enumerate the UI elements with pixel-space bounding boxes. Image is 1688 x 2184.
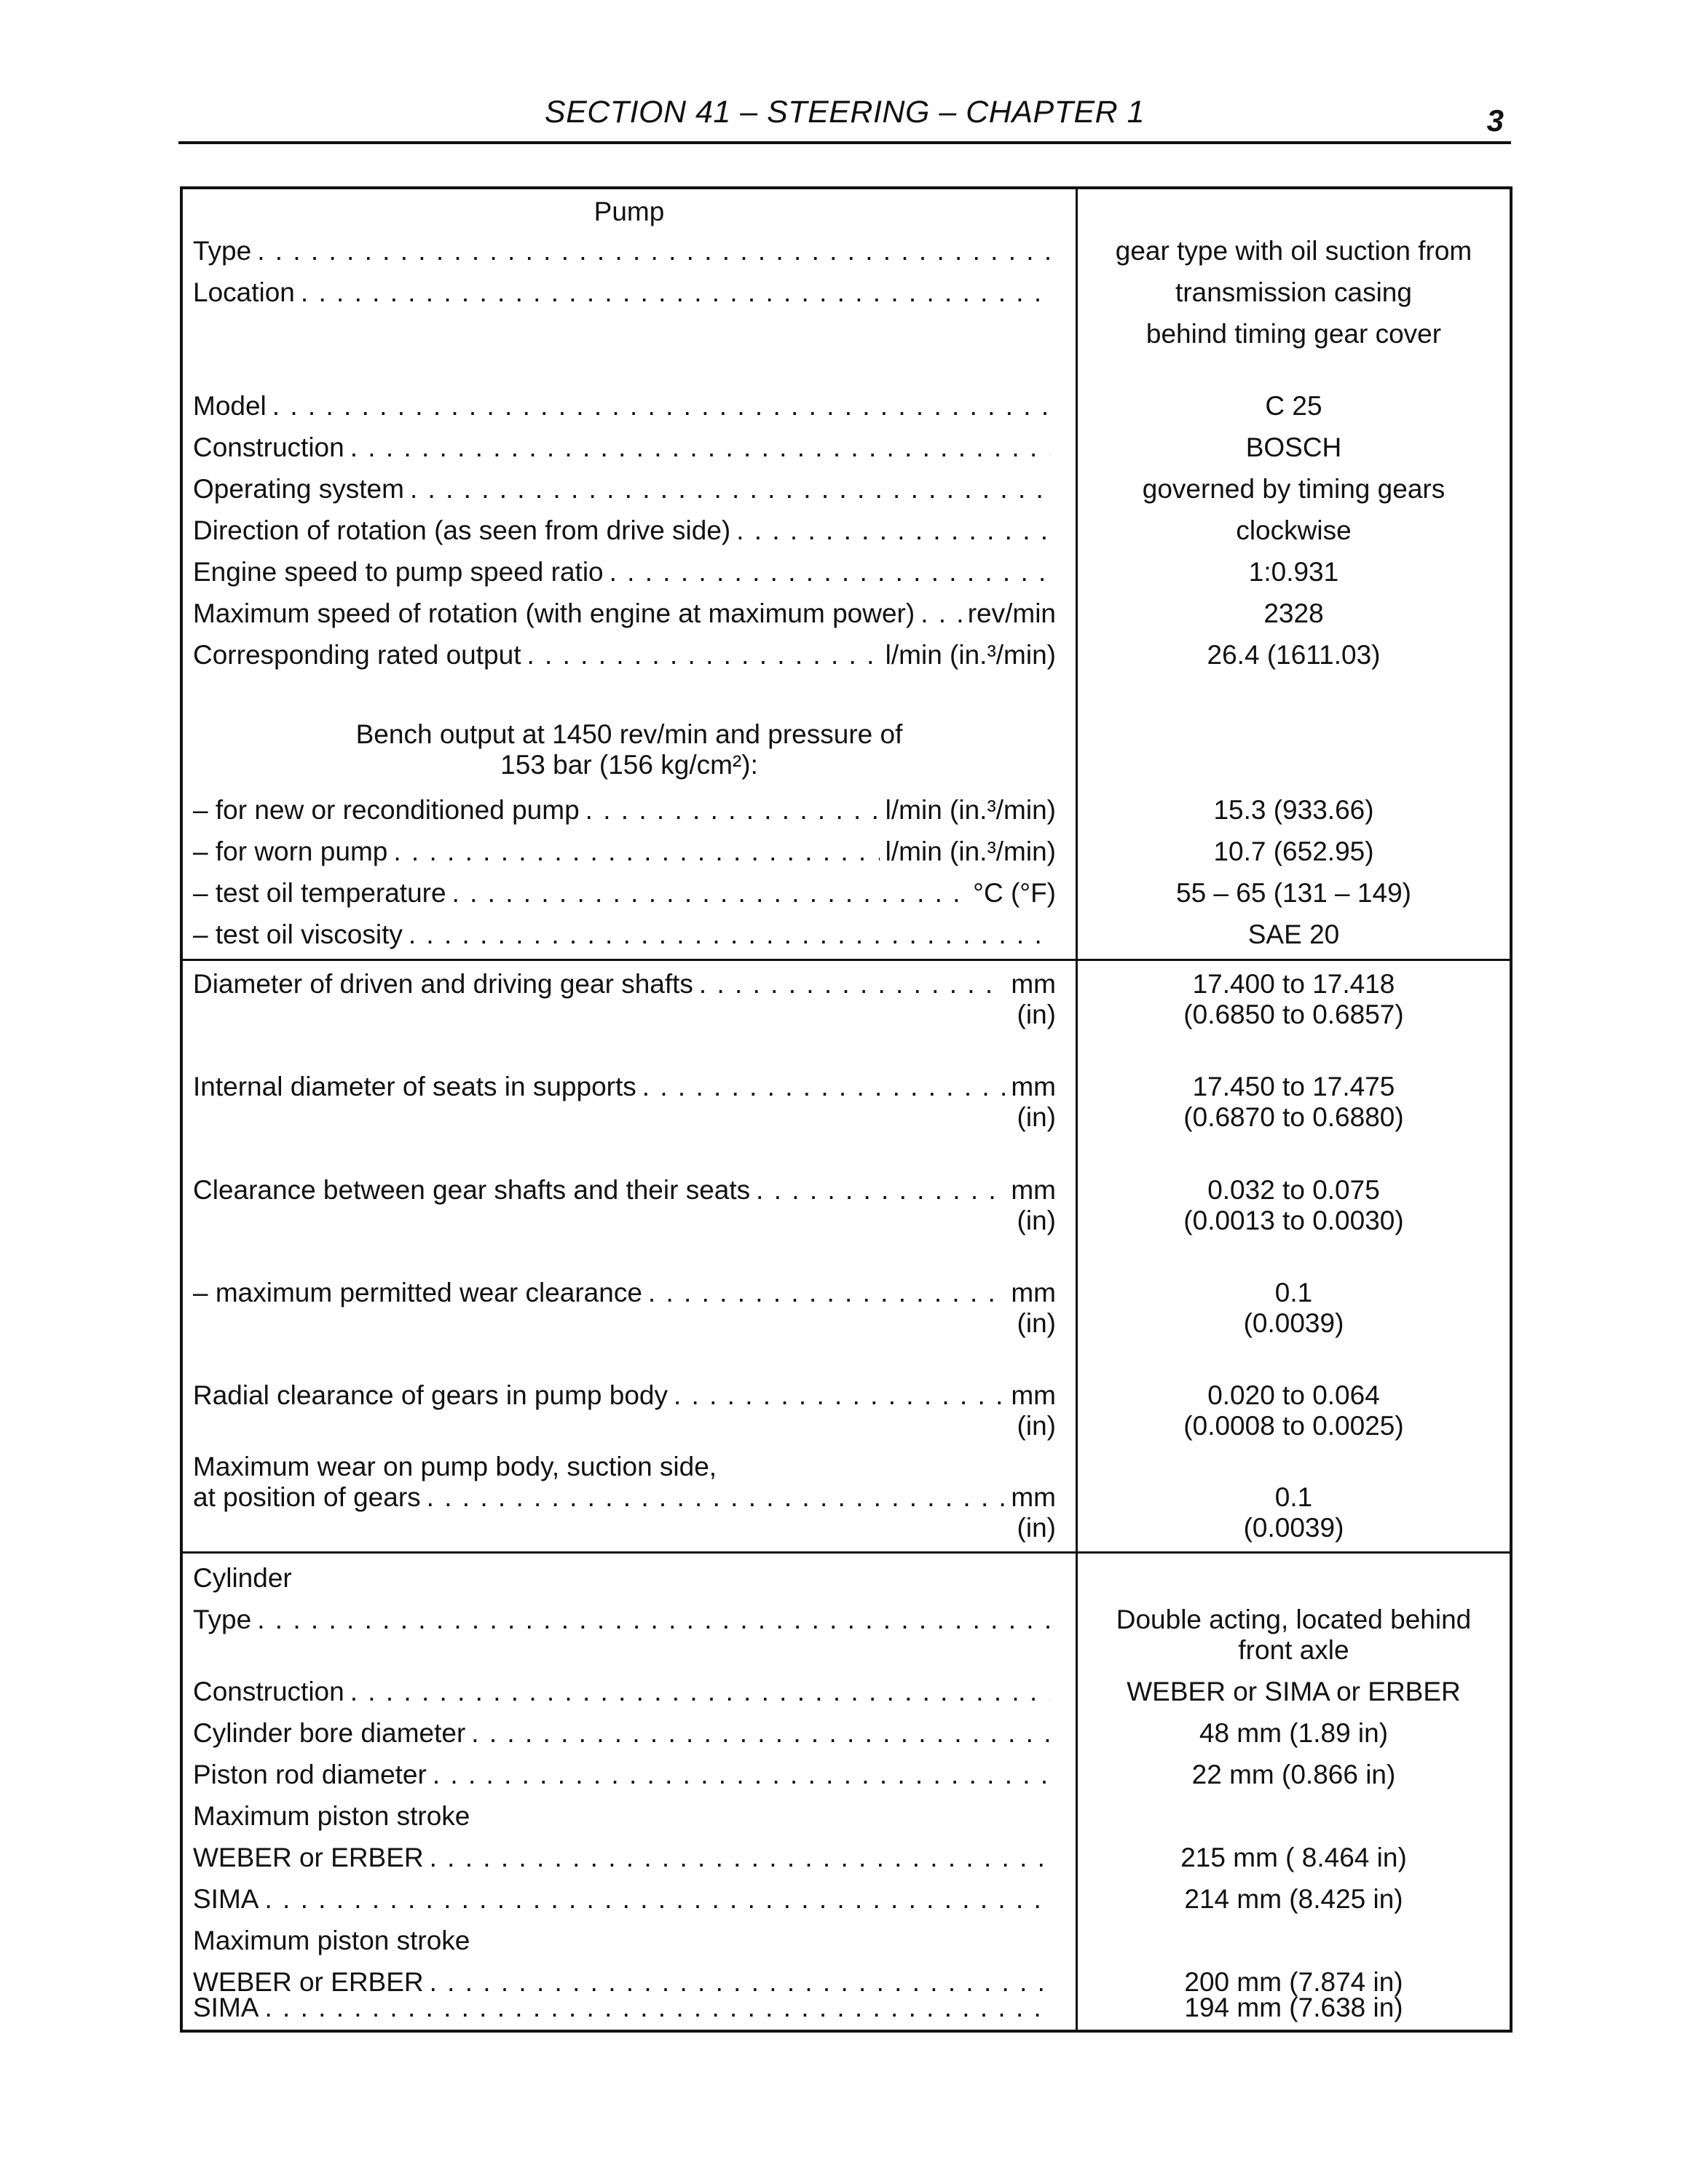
shaft-clearance-row: Clearance between gear shafts and their seats . . . mm 0.032 to 0.075 bbox=[183, 1170, 1510, 1211]
cylinder-construction-row: Construction . . . WEBER or SIMA or ERBER bbox=[183, 1671, 1510, 1712]
pump-ratio-row: Engine speed to pump speed ratio . . . 1:0.931 bbox=[183, 552, 1510, 593]
wear-clearance-row-in: (in) (0.0039) bbox=[1017, 1308, 1344, 1338]
shaft-clearance-row-in: (in) (0.0013 to 0.0030) bbox=[1017, 1206, 1404, 1235]
pump-new-row: – for new or reconditioned pump . . . l/min (in.³/min) 15.3 (933.66) bbox=[183, 790, 1510, 831]
pump-type-row: Type . . . gear type with oil suction from bbox=[183, 231, 1510, 272]
pump-construction-row: Construction . . . BOSCH bbox=[183, 427, 1510, 468]
page-number: 3 bbox=[1486, 103, 1504, 138]
section-divider-pump bbox=[183, 959, 1510, 961]
stroke-heading-2: Maximum piston stroke bbox=[193, 1926, 470, 1955]
stroke-sima-row-1: SIMA . . . 214 mm (8.425 in) bbox=[183, 1879, 1510, 1920]
pump-worn-row: – for worn pump . . . l/min (in.³/min) 10.7 (652.95) bbox=[183, 831, 1510, 872]
max-wear-row: at position of gears . . . mm 0.1 bbox=[183, 1477, 1510, 1518]
max-wear-heading-row: Maximum wear on pump body, suction side, bbox=[193, 1452, 717, 1481]
section-title: SECTION 41 – STEERING – CHAPTER 1 bbox=[544, 95, 1145, 130]
pump-maxspeed-row: Maximum speed of rotation (with engine at maximum power) . . . rev/min 2328 bbox=[183, 593, 1510, 634]
cylinder-bore-row: Cylinder bore diameter . . . 48 mm (1.89 in) bbox=[183, 1713, 1510, 1754]
pump-rated-row: Corresponding rated output . . . l/min (in.³/min) 26.4 (1611.03) bbox=[183, 635, 1510, 676]
bench-output-heading: Bench output at 1450 rev/min and pressure of 153 bar (156 kg/cm²): bbox=[355, 719, 903, 780]
cylinder-type-row-2: front axle bbox=[1238, 1635, 1349, 1665]
stroke-heading-1: Maximum piston stroke bbox=[193, 1801, 470, 1831]
shaft-diameter-row: Diameter of driven and driving gear shafts . . . mm 17.400 to 17.418 bbox=[183, 964, 1510, 1005]
seat-diameter-row: Internal diameter of seats in supports . . . mm 17.450 to 17.475 bbox=[183, 1067, 1510, 1107]
cylinder-heading: Cylinder bbox=[193, 1563, 292, 1593]
pump-visc-row: – test oil viscosity . . . SAE 20 bbox=[183, 914, 1510, 955]
pump-location-row-2: behind timing gear cover bbox=[1145, 319, 1442, 349]
pump-operating-row: Operating system . . . governed by timing gears bbox=[183, 469, 1510, 510]
pump-location-row: Location . . . transmission casing bbox=[183, 272, 1510, 313]
pump-direction-row: Direction of rotation (as seen from drive side) . . . clockwise bbox=[183, 510, 1510, 551]
seat-diameter-row-in: (in) (0.6870 to 0.6880) bbox=[1017, 1102, 1404, 1132]
stroke-weber-row-1: WEBER or ERBER . . . 215 mm ( 8.464 in) bbox=[183, 1837, 1510, 1878]
section-divider-cylinder bbox=[183, 1551, 1510, 1554]
shaft-diameter-row-in: (in) (0.6850 to 0.6857) bbox=[1017, 1000, 1404, 1029]
stroke-sima-row-2: SIMA . . . 194 mm (7.638 in) bbox=[183, 1987, 1510, 2028]
stroke-weber-row-2: WEBER or ERBER . . . 200 mm (7.874 in) bbox=[183, 1962, 1510, 2003]
radial-clearance-row-in: (in) (0.0008 to 0.0025) bbox=[1017, 1411, 1404, 1441]
spec-table bbox=[180, 186, 1513, 2033]
pump-model-row: Model . . . C 25 bbox=[183, 386, 1510, 427]
pump-temp-row: – test oil temperature . . . °C (°F) 55 – 65 (131 – 149) bbox=[183, 873, 1510, 914]
max-wear-row-in: (in) (0.0039) bbox=[1017, 1513, 1344, 1543]
piston-rod-row: Piston rod diameter . . . 22 mm (0.866 in) bbox=[183, 1754, 1510, 1795]
radial-clearance-row: Radial clearance of gears in pump body . . . mm 0.020 to 0.064 bbox=[183, 1375, 1510, 1416]
cylinder-type-row: Type . . . Double acting, located behind bbox=[183, 1599, 1510, 1640]
page-header bbox=[178, 93, 1511, 144]
wear-clearance-row: – maximum permitted wear clearance . . . mm 0.1 bbox=[183, 1273, 1510, 1313]
pump-heading: Pump bbox=[593, 197, 665, 226]
